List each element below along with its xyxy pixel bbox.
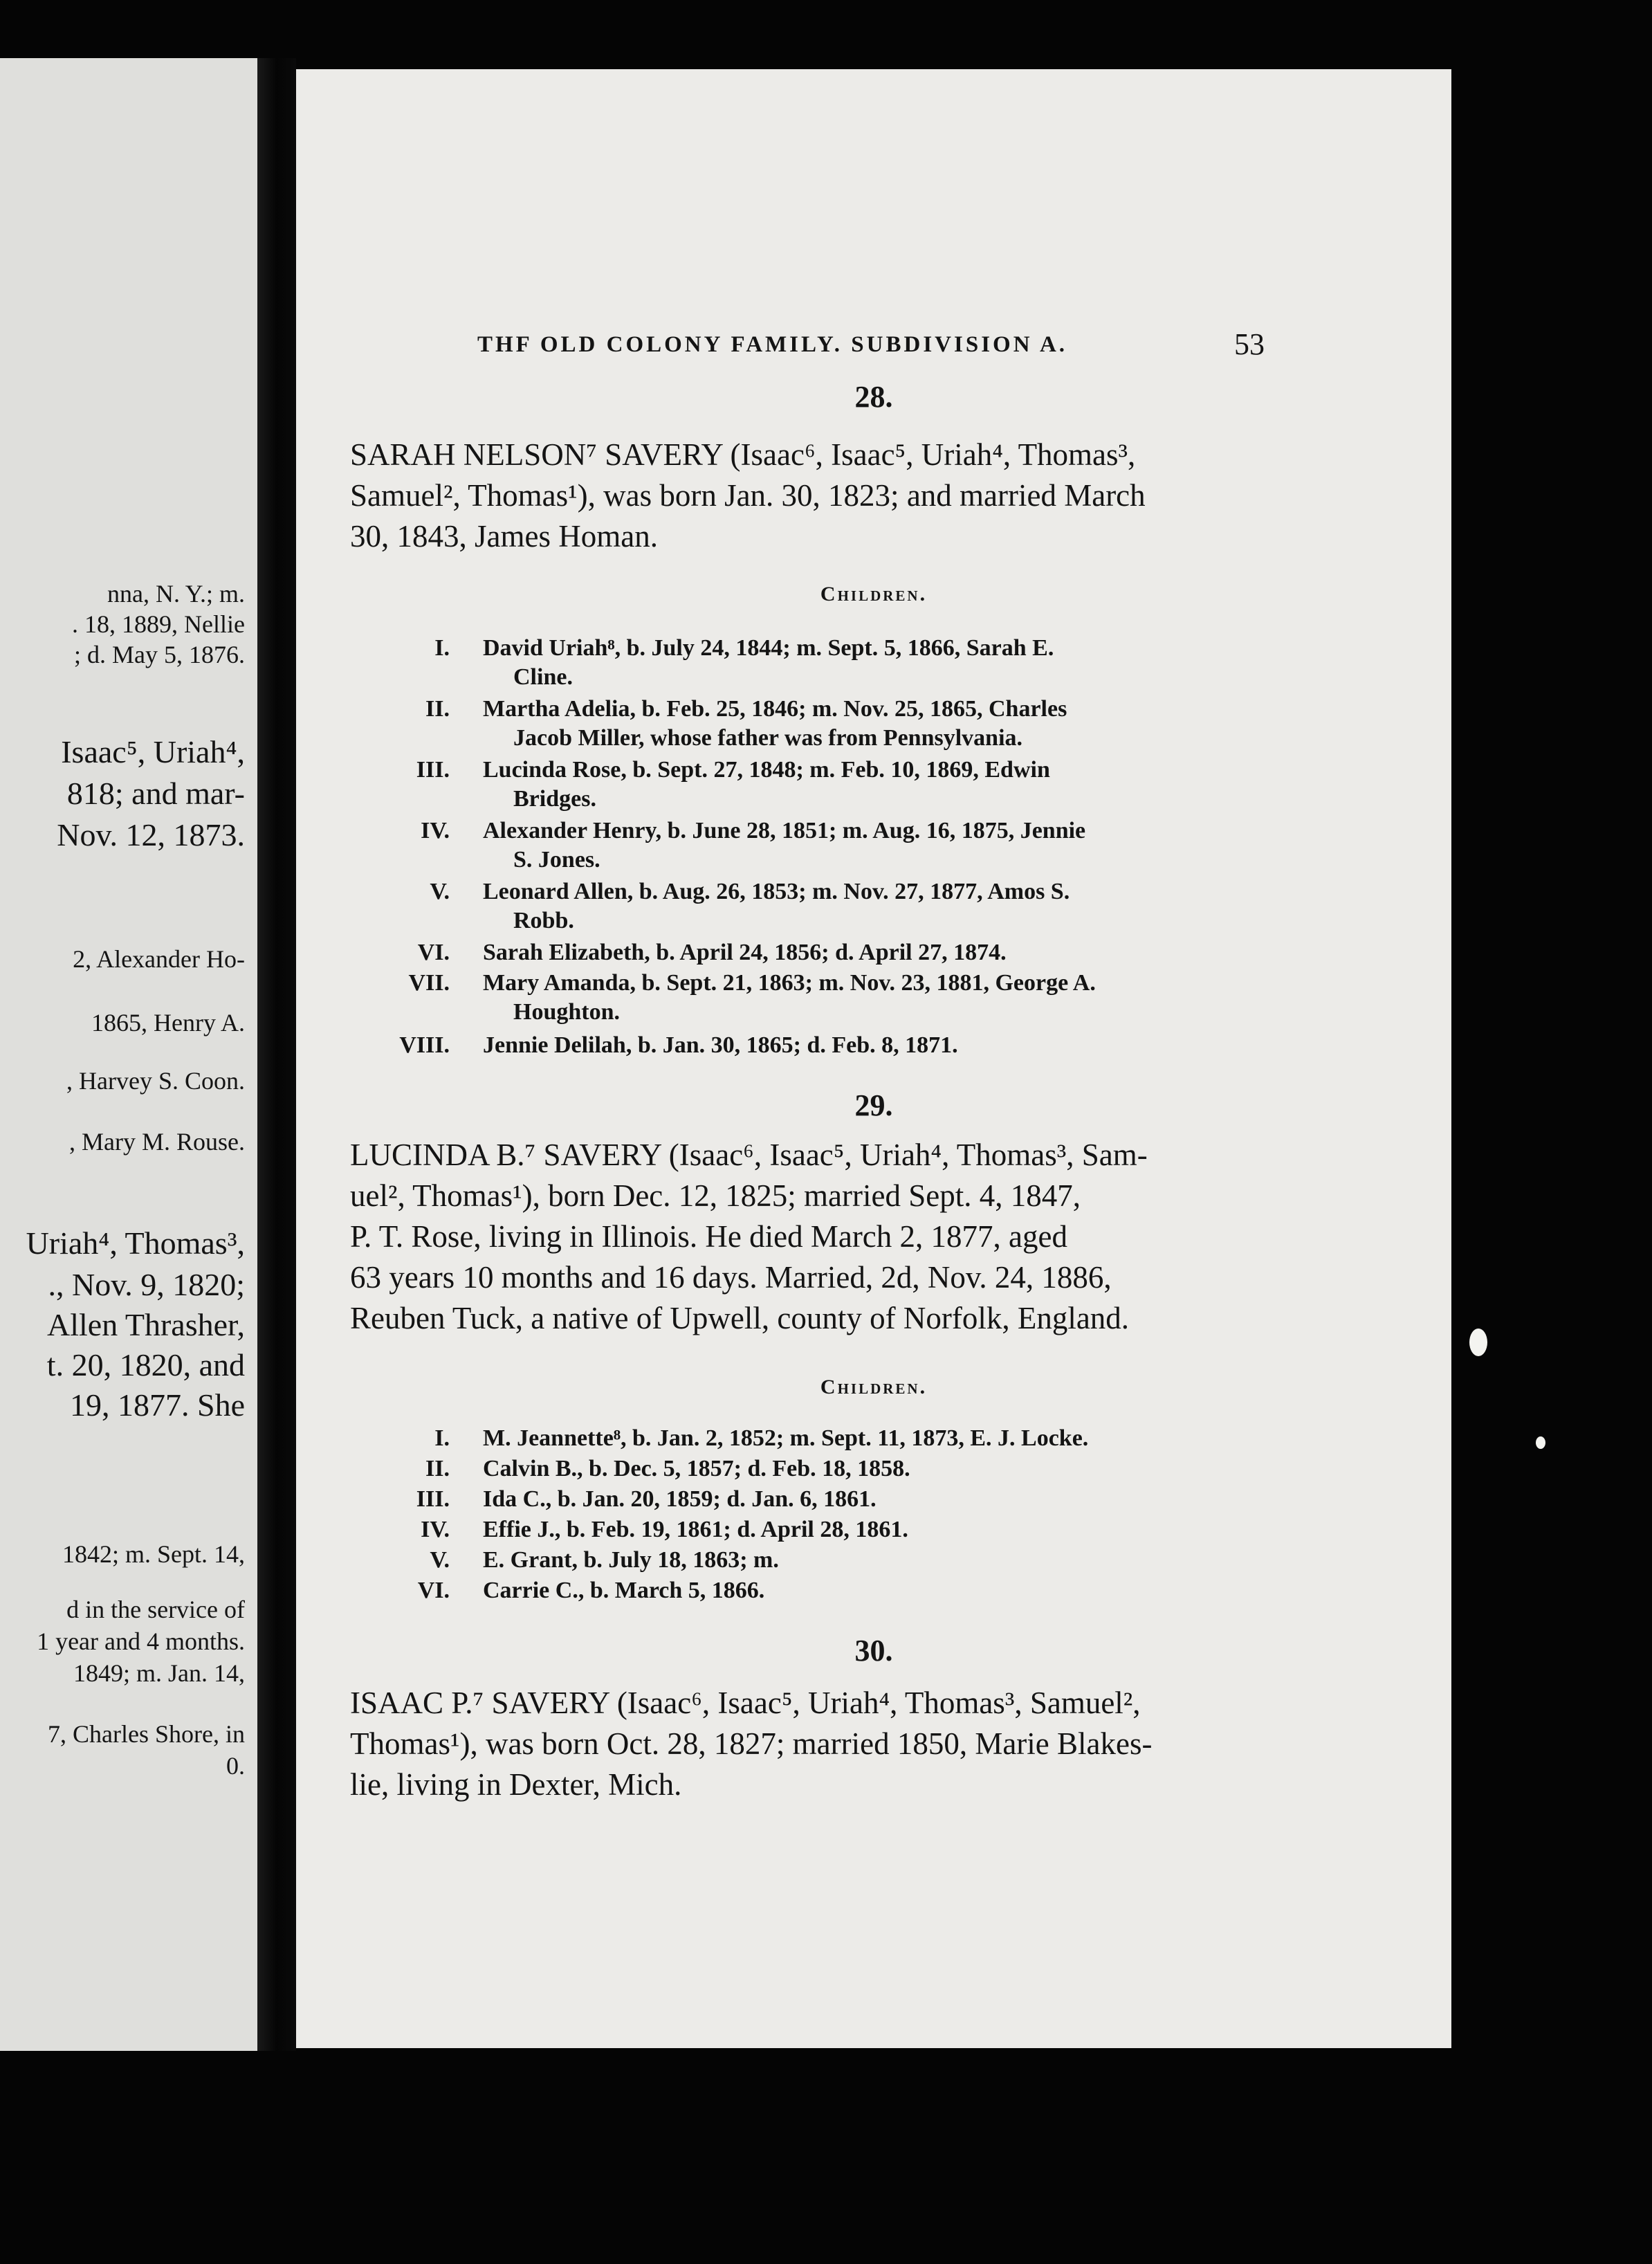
header-title: THF OLD COLONY FAMILY. SUBDIVISION A. <box>477 332 1068 357</box>
left-line: 7, Charles Shore, in <box>48 1720 245 1748</box>
child-line: Cline. <box>513 664 573 690</box>
child-line: Leonard Allen, b. Aug. 26, 1853; m. Nov. 27, 1877, Amos S. <box>483 879 1070 904</box>
left-line: . 18, 1889, Nellie <box>72 610 245 638</box>
child-line: Carrie C., b. March 5, 1866. <box>483 1578 765 1603</box>
book-page <box>296 69 1451 2048</box>
child-line: Calvin B., b. Dec. 5, 1857; d. Feb. 18, 1858. <box>483 1456 910 1481</box>
child-line: Robb. <box>513 908 574 933</box>
left-line: Allen Thrasher, <box>47 1307 245 1342</box>
roman-numeral: VI. <box>417 1578 450 1603</box>
child-line: E. Grant, b. July 18, 1863; m. <box>483 1547 779 1573</box>
left-line: nna, N. Y.; m. <box>107 580 245 608</box>
left-line: 818; and mar- <box>66 776 245 811</box>
para-line: 30, 1843, James Homan. <box>350 519 658 554</box>
section-number: 28. <box>854 380 893 414</box>
roman-numeral: V. <box>430 879 450 904</box>
para-line: 63 years 10 months and 16 days. Married, 2d, Nov. 24, 1886, <box>350 1260 1112 1295</box>
roman-numeral: II. <box>425 1456 450 1481</box>
child-line: Bridges. <box>513 786 596 812</box>
child-line: Sarah Elizabeth, b. April 24, 1856; d. April 27, 1874. <box>483 940 1007 965</box>
para-line: Samuel², Thomas¹), was born Jan. 30, 1823; and married March <box>350 478 1146 513</box>
roman-numeral: IV. <box>421 818 450 843</box>
left-line: 1 year and 4 months. <box>37 1627 245 1655</box>
page-number: 53 <box>1234 327 1265 361</box>
child-line: Ida C., b. Jan. 20, 1859; d. Jan. 6, 1861. <box>483 1486 877 1512</box>
left-line: 2, Alexander Ho- <box>73 945 245 973</box>
para-line: ISAAC P.⁷ SAVERY (Isaac⁶, Isaac⁵, Uriah⁴, Thomas³, Samuel², <box>350 1686 1141 1720</box>
child-line: S. Jones. <box>513 847 600 873</box>
child-line: Lucinda Rose, b. Sept. 27, 1848; m. Feb. 10, 1869, Edwin <box>483 757 1050 783</box>
book-gutter <box>257 58 296 2051</box>
left-line: Uriah⁴, Thomas³, <box>26 1225 245 1261</box>
left-line: ; d. May 5, 1876. <box>74 641 245 668</box>
para-line: Reuben Tuck, a native of Upwell, county of Norfolk, England. <box>350 1301 1130 1335</box>
para-line: lie, living in Dexter, Mich. <box>350 1767 682 1802</box>
section-paragraph <box>350 1135 1265 1339</box>
para-line: Thomas¹), was born Oct. 28, 1827; married 1850, Marie Blakes- <box>350 1726 1153 1761</box>
roman-numeral: VI. <box>417 940 450 965</box>
roman-numeral: II. <box>425 696 450 722</box>
left-line: 1865, Henry A. <box>91 1009 245 1037</box>
left-line: Nov. 12, 1873. <box>57 817 245 852</box>
left-line: , Mary M. Rouse. <box>69 1128 245 1156</box>
section-paragraph <box>350 1683 1265 1805</box>
child-line: Jacob Miller, whose father was from Pennsylvania. <box>513 725 1023 751</box>
child-line: Effie J., b. Feb. 19, 1861; d. April 28, 1861. <box>483 1517 908 1542</box>
left-line: 0. <box>226 1752 245 1780</box>
child-line: M. Jeannette⁸, b. Jan. 2, 1852; m. Sept. 11, 1873, E. J. Locke. <box>483 1425 1089 1451</box>
left-line: ., Nov. 9, 1820; <box>48 1267 245 1302</box>
children-heading: Children. <box>820 1376 928 1398</box>
child-line: Houghton. <box>513 999 620 1025</box>
left-line: t. 20, 1820, and <box>46 1347 245 1382</box>
para-line: SARAH NELSON⁷ SAVERY (Isaac⁶, Isaac⁵, Uriah⁴, Thomas³, <box>350 437 1136 472</box>
left-line: 1849; m. Jan. 14, <box>73 1659 245 1687</box>
left-line: , Harvey S. Coon. <box>66 1067 245 1095</box>
roman-numeral: V. <box>430 1547 450 1573</box>
roman-numeral: VII. <box>408 970 450 996</box>
child-line: Jennie Delilah, b. Jan. 30, 1865; d. Feb. 8, 1871. <box>483 1032 958 1058</box>
scan-speck <box>1469 1329 1487 1356</box>
roman-numeral: I. <box>434 635 450 661</box>
para-line: LUCINDA B.⁷ SAVERY (Isaac⁶, Isaac⁵, Uriah⁴, Thomas³, Sam- <box>350 1138 1148 1172</box>
section-number: 29. <box>854 1088 893 1122</box>
left-page-fragment <box>0 58 257 2051</box>
para-line: uel², Thomas¹), born Dec. 12, 1825; married Sept. 4, 1847, <box>350 1178 1081 1213</box>
roman-numeral: III. <box>416 757 450 783</box>
para-line: P. T. Rose, living in Illinois. He died March 2, 1877, aged <box>350 1219 1067 1254</box>
left-line: 19, 1877. She <box>70 1387 245 1423</box>
left-line: Isaac⁵, Uriah⁴, <box>61 734 245 769</box>
roman-numeral: III. <box>416 1486 450 1512</box>
scan-speck <box>1536 1436 1545 1449</box>
left-line: d in the service of <box>66 1596 245 1623</box>
roman-numeral: I. <box>434 1425 450 1451</box>
left-line: 1842; m. Sept. 14, <box>62 1540 245 1568</box>
roman-numeral: IV. <box>421 1517 450 1542</box>
child-line: Martha Adelia, b. Feb. 25, 1846; m. Nov. 25, 1865, Charles <box>483 696 1067 722</box>
child-line: David Uriah⁸, b. July 24, 1844; m. Sept. 5, 1866, Sarah E. <box>483 635 1054 661</box>
section-paragraph <box>350 435 1265 557</box>
child-line: Mary Amanda, b. Sept. 21, 1863; m. Nov. 23, 1881, George A. <box>483 970 1096 996</box>
children-heading: Children. <box>820 583 928 605</box>
section-number: 30. <box>854 1634 893 1668</box>
roman-numeral: VIII. <box>399 1032 450 1058</box>
child-line: Alexander Henry, b. June 28, 1851; m. Aug. 16, 1875, Jennie <box>483 818 1086 843</box>
running-header <box>477 327 1265 360</box>
